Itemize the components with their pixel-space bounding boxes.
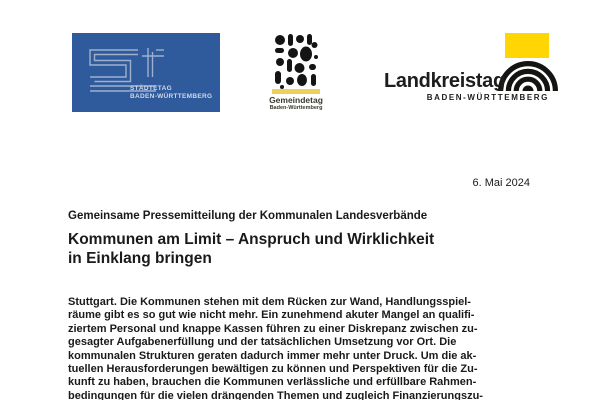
gemeindetag-logo bbox=[269, 32, 323, 112]
headline bbox=[68, 231, 548, 268]
body-line: kommunalen Strukturen geraten dadurch immer mehr unter Druck. Um die ak- bbox=[68, 349, 477, 362]
body-line: Stuttgart. Die Kommunen stehen mit dem Rücken zur Wand, Handlungsspiel- bbox=[68, 296, 471, 308]
body-line: gesagter Aufgabenerfüllung und der tatsächlichen Umsetzung vor Ort. Die bbox=[68, 336, 457, 349]
gemeindetag-logo-name: Gemeindetag bbox=[269, 95, 323, 105]
staedtetag-logo bbox=[72, 33, 220, 112]
body-line: kunft zu haben, brauchen die Kommunen verlässliche und erfüllbare Rahmen- bbox=[68, 376, 477, 389]
gemeindetag-logo-sub: Baden-Württemberg bbox=[269, 105, 323, 111]
landkreistag-yellow-square bbox=[505, 33, 549, 58]
body-line: räume gibt es so gut wie nicht mehr. Ein zunehmend akuter Mangel an qualifi- bbox=[68, 309, 475, 322]
landkreistag-logo bbox=[384, 33, 554, 103]
gemeindetag-pattern-icon bbox=[273, 32, 319, 89]
landkreistag-logo-name: Landkreistag bbox=[384, 70, 505, 92]
headline-line2: in Einklang bringen bbox=[68, 249, 212, 267]
body-paragraph bbox=[68, 296, 548, 400]
headline-line1: Kommunen am Limit – Anspruch und Wirklichkeit bbox=[68, 231, 435, 248]
body-line: ziertem Personal und knappe Kassen führen zu einer Diskrepanz zwischen zu- bbox=[68, 322, 478, 335]
staedtetag-logo-text bbox=[130, 85, 212, 100]
gemeindetag-yellow-bar bbox=[272, 89, 320, 94]
body-line: tuellen Herausforderungen bewältigen zu können und Perspektiven für die Zu- bbox=[68, 363, 478, 376]
staedtetag-logo-line2: BADEN-WÜRTTEMBERG bbox=[130, 92, 213, 100]
staedtetag-logo-line1: STÄDTETAG bbox=[130, 85, 172, 92]
body-line: bedingungen für die vielen drängenden Themen und zugleich Finanzierungszu- bbox=[68, 389, 483, 400]
press-release-kicker: Gemeinsame Pressemitteilung der Kommunalen Landesverbände bbox=[68, 210, 428, 222]
document-date: 6. Mai 2024 bbox=[472, 177, 530, 189]
landkreistag-arcs-icon bbox=[498, 58, 558, 91]
landkreistag-logo-sub: BADEN-WÜRTTEMBERG bbox=[426, 93, 549, 102]
